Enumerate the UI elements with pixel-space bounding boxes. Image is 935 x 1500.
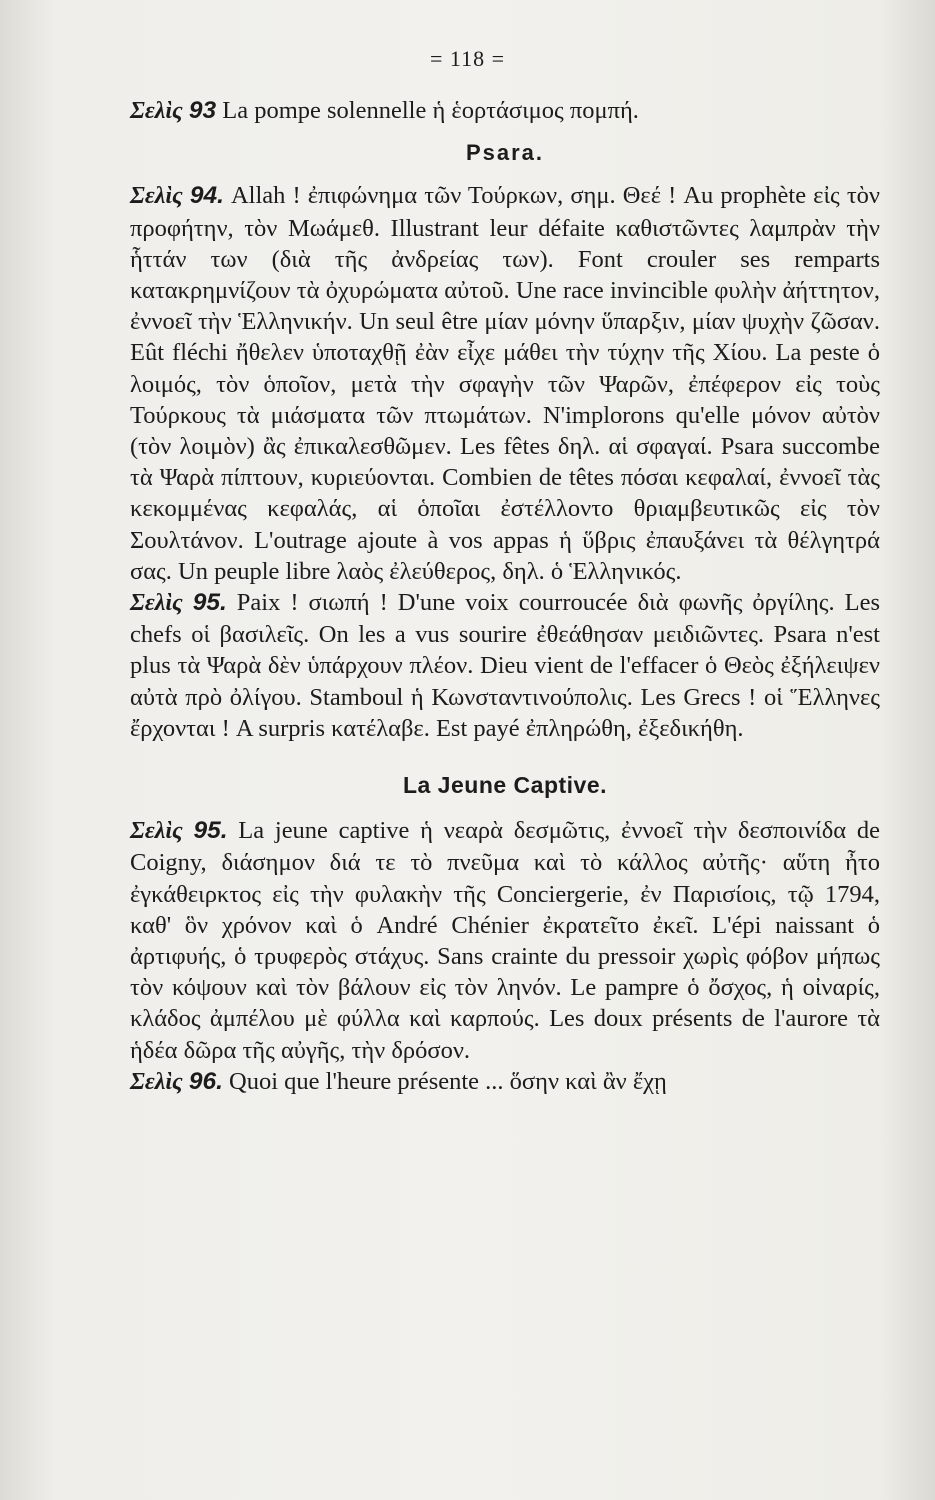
section-heading-psara: Psara. [465, 140, 545, 166]
entry-number: 93 [188, 97, 217, 124]
entry-label: Σελὶς [130, 183, 183, 210]
entry-label: Σελὶς [130, 818, 183, 845]
entry-page-93 [130, 95, 880, 127]
entry-number: 95. [193, 817, 228, 845]
entry-number: 96. [188, 1067, 223, 1095]
entry-page-95-captive [130, 815, 880, 1066]
entry-page-96 [130, 1066, 880, 1098]
page-number: = 118 = [430, 46, 505, 71]
entry-text: Quoi que l'heure présente ... ὅσην καὶ ἂν ἔχῃ [229, 1067, 667, 1095]
entry-text: Paix ! σιωπή ! D'une voix courroucée διὰ φωνῆς ὀργίλης. Les chefs οἱ βασιλεῖς. On les a vus sourire ἐθεάθησαν μειδιῶντες. Psara n'est plus τὰ Ψαρὰ δὲν ὑπάρχουν πλέον. Dieu vient de l'effacer ὁ Θεὸς ἐξήλειψεν αὐτὰ πρὸ ὀλίγου. Stamboul ἡ Κωνσταντινούπολις. Les Grecs ! οἱ Ἕλληνες ἔρχονται ! A surpris κατέλαβε. Est payé ἐπληρώθη, ἐξεδικήθη. [130, 589, 880, 742]
entry-page-94 [130, 180, 880, 587]
entry-number: 94. [189, 182, 224, 210]
entry-number: 95. [192, 589, 227, 617]
entry-text: La jeune captive ἡ νεαρὰ δεσμῶτις, ἐννοεῖ τὴν δεσποινίδα de Coigny, διάσημον διά τε τὸ πνεῦμα καὶ τὸ κάλλος αὐτῆς· αὕτη ἦτο ἐγκάθειρκτος εἰς τὴν φυλακὴν τῆς Conciergerie, ἐν Παρισίοις, τῷ 1794, καθ' ὃν χρόνον καὶ ὁ André Chénier ἐκρατεῖτο ἐκεῖ. L'épi naissant ὁ ἀρτιφυής, ὁ τρυφερὸς στάχυς. Sans crainte du pressoir χωρὶς φόβον μήπως τὸν κόψουν καὶ τὸν βάλουν εἰς τὸν ληνόν. Le pampre ὁ ὄσχος, ἡ οἰναρίς, κλάδος ἀμπέλου μὲ φύλλα καὶ καρπούς. Les doux présents de l'aurore τὰ ἡδέα δῶρα τῆς αὐγῆς, τὴν δρόσον. [130, 817, 881, 1064]
entry-label: Σελὶς [130, 590, 183, 617]
entry-text: La pompe solennelle ἡ ἑορτάσιμος πομπή. [222, 97, 639, 124]
entry-label: Σελὶς [130, 98, 183, 124]
entry-label: Σελὶς [130, 1068, 183, 1095]
entry-text: Allah ! ἐπιφώνημα τῶν Τούρκων, σημ. Θεέ ! Au prophète εἰς τὸν προφήτην, τὸν Μωάμεθ. Illustrant leur défaite καθιστῶντες λαμπρὰν τὴν ἧττάν των (διὰ τῆς ἀνδρείας των). Font crouler ses remparts κατακρημνίζουν τὰ ὀχυρώματα αὐτοῦ. Une race invincible φυλὴν ἀήττητον, ἐννοεῖ τὴν Ἑλληνικήν. Un seul être μίαν μόνην ὕπαρξιν, μίαν ψυχὴν ζῶσαν. Eût fléchi ἤθελεν ὑποταχθῇ ἐὰν εἶχε μάθει τὴν τύχην τῆς Χίου. La peste ὁ λοιμός, τὸν ὁποῖον, μετὰ τὴν σφαγὴν τῶν Ψαρῶν, ἐπέφερον εἰς τοὺς Τούρκους τὰ μιάσματα τῶν πτωμάτων. N'implorons qu'elle μόνον αὐτὸν (τὸν λοιμὸν) ἂς ἐπικαλεσθῶμεν. Les fêtes δηλ. αἱ σφαγαί. Psara succombe τὰ Ψαρὰ πίπτουν, κυριεύονται. Combien de têtes πόσαι κεφαλαί, ἐννοεῖ τὰς κεκομμένας κεφαλάς, αἱ ὁποῖαι ἐστέλλοντο θριαμβευτικῶς εἰς τὸν Σουλτάνον. L'outrage ajoute à vos appas ἡ ὕβρις ἐπαυξάνει τὰ θέλγητρά σας. Un peuple libre λαὸς ἐλεύθερος, δηλ. ὁ Ἑλληνικός. [130, 182, 880, 585]
page-body [130, 95, 880, 1098]
entry-page-95-psara [130, 587, 880, 744]
section-heading-jeune-captive: La Jeune Captive. [402, 772, 608, 799]
